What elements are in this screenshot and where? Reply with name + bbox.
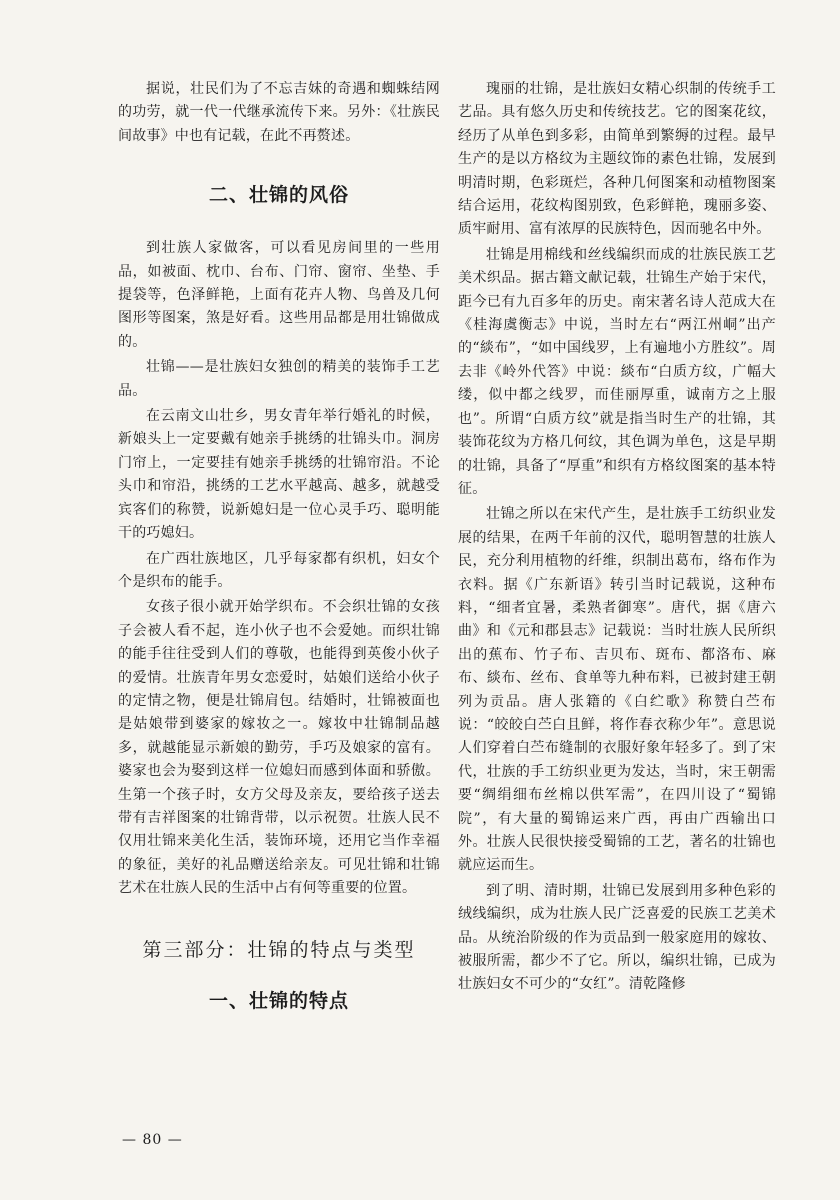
body-paragraph: 女孩子很小就开始学织布。不会织壮锦的女孩子会被人看不起，连小伙子也不会爱她。而织壮锦的能手往往受到人们的尊敬，也能得到英俊小伙子的爱情。壮族青年男女恋爱时，姑娘们送给小伙子的定情之物，便是壮锦肩包。结婚时，壮锦被面也是姑娘带到婆家的嫁妆之一。嫁妆中壮锦制品越多，就越能显示新娘的勤劳，手巧及娘家的富有。婆家也会为娶到这样一位媳妇而感到体面和骄傲。生第一个孩子时，女方父母及亲友，要给孩子送去带有吉祥图案的壮锦背带，以示祝贺。壮族人民不仅用壮锦来美化生活，装饰环境，还用它当作幸福的象征，美好的礼品赠送给亲友。可见壮锦和壮锦艺术在壮族人民的生活中占有何等重要的位置。	[118, 599, 440, 897]
intro-paragraph: 据说，壮民们为了不忘吉妹的奇遇和蜘蛛结网的功劳，就一代一代继承流传下来。另外：《壮族民间故事》中也有记载，在此不再赘述。	[118, 81, 440, 144]
page-number: — 80 —	[122, 1132, 183, 1148]
body-paragraph: 壮锦——是壮族妇女独创的精美的装饰手工艺品。	[118, 359, 440, 399]
section-title: 二、壮锦的风俗	[208, 184, 349, 207]
subsection-title: 一、壮锦的特点	[208, 989, 349, 1012]
body-paragraph: 到了明、清时期，壮锦已发展到用多种色彩的绒线编织，成为壮族人民广泛喜爱的民族工艺美术品。从统治阶级的作为贡品到一般家庭用的嫁妆、被服所需，都少不了它。所以，编织壮锦，已成为壮族妇女不可少的“女红”。清乾隆修	[458, 882, 776, 993]
body-paragraph: 壮锦之所以在宋代产生，是壮族手工纺织业发展的结果，在两千年前的汉代，聪明智慧的壮族人民，充分利用植物的纤维，织制出葛布，络布作为衣料。据《广东新语》转引当时记载说，这种布料，“细者宜暑，柔熟者御寒”。唐代，据《唐六曲》和《元和郡县志》记载说：当时壮族人民所织出的蕉布、竹子布、吉贝布、斑布、都洛布、麻布、緂布、丝布、食单等九种布料，已被封建王朝列为贡品。唐人张籍的《白纻歌》称赞白苎布说：“皎皎白苎白且鲜，将作春衣称少年”。意思说人们穿着白苎布缝制的衣服好象年轻多了。到了宋代，壮族的手工纺织业更为发达，当时，宋王朝需要“绸绢细布丝棉以供军需”，在四川设了“蜀锦院”，有大量的蜀锦运来广西，再由广西输出口外。壮族人民很快接受蜀锦的工艺，著名的壮锦也就应运而生。	[458, 506, 776, 874]
right-column	[458, 78, 776, 997]
body-paragraph: 在云南文山壮乡，男女青年举行婚礼的时候，新娘头上一定要戴有她亲手挑绣的壮锦头巾。洞房门帘上，一定要挂有她亲手挑绣的壮锦帘沿。不论头巾和帘沿，挑绣的工艺水平越高、越多，就越受宾客们的称赞，说新媳妇是一位心灵手巧、聪明能干的巧媳妇。	[118, 408, 440, 542]
body-paragraph: 到壮族人家做客，可以看见房间里的一些用品，如被面、枕巾、台布、门帘、窗帘、坐垫、手提袋等，色泽鲜艳，上面有花卉人物、鸟兽及几何图形等图案，煞是好看。这些用品都是用壮锦做成的。	[118, 240, 440, 350]
body-paragraph: 在广西壮族地区，几乎每家都有织机，妇女个个是织布的能手。	[118, 550, 440, 590]
body-paragraph: 瑰丽的壮锦，是壮族妇女精心织制的传统手工艺品。具有悠久历史和传统技艺。它的图案花纹，经历了从单色到多彩，由简单到繁缛的过程。最早生产的是以方格纹为主题纹饰的素色壮锦，发展到明清时期，色彩斑烂，各种几何图案和动植物图案结合运用，花纹构图别致，色彩鲜艳，瑰丽多姿、质牢耐用、富有浓厚的民族特色，因而驰名中外。	[458, 81, 776, 238]
part-title: 第三部分：壮锦的特点与类型	[142, 938, 416, 961]
body-paragraph: 壮锦是用棉线和丝线编织而成的壮族民族工艺美术织品。据古籍文献记载，壮锦生产始于宋代，距今已有九百多年的历史。南宋著名诗人范成大在《桂海虞衡志》中说，当时左右“两江州峒”出产的“緂布”，“如中国线罗，上有遍地小方胜纹”。周去非《岭外代答》中说：緂布“白质方纹，广幅大缕，似中都之线罗，而佳丽厚重，诚南方之上服也”。所谓“白质方纹”就是指当时生产的壮锦，其装饰花纹为方格几何纹，其色调为单色，这是早期的壮锦，具备了“厚重”和织有方格纹图案的基本特征。	[458, 246, 776, 497]
left-column	[118, 78, 440, 1013]
